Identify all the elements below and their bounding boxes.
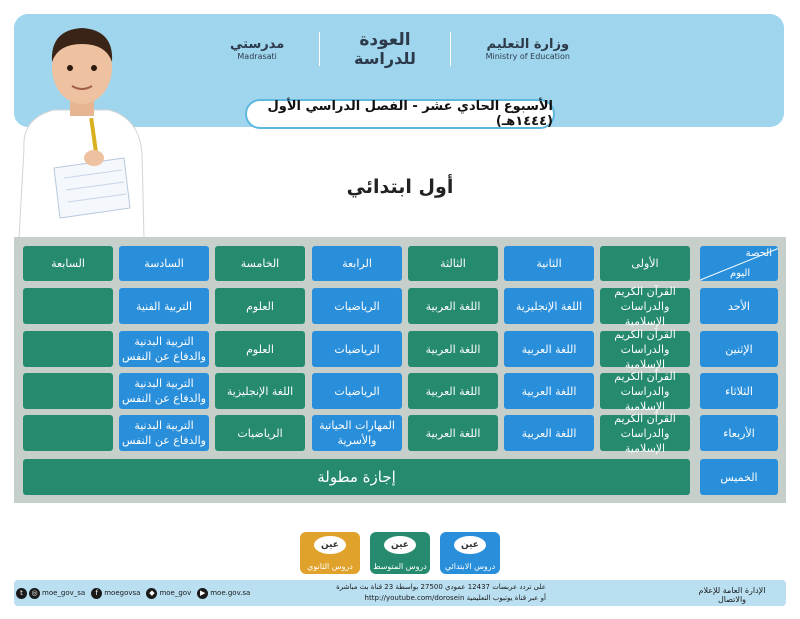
lesson-cell[interactable]: اللغة العربية [408, 331, 498, 367]
lesson-cell[interactable]: اللغة العربية [504, 331, 594, 367]
lesson-cell[interactable] [23, 331, 113, 367]
period-header: الثالثة [408, 246, 498, 281]
snapchat-handle: moe_gov [159, 589, 192, 597]
ein-channel-badges [300, 532, 500, 574]
madrasati-logo [230, 37, 284, 61]
twitter-link[interactable] [16, 588, 85, 599]
lesson-cell[interactable]: التربية البدنية والدفاع عن النفس [119, 373, 209, 409]
lesson-cell[interactable]: العلوم [215, 288, 305, 324]
youtube-icon: ▶ [197, 588, 208, 599]
snapchat-icon: ◆ [146, 588, 157, 599]
lesson-cell[interactable]: اللغة العربية [504, 373, 594, 409]
broadcast-info-line2: أو عبر قناة يوتيوب التعليمية http://youtube.com/dorosein [364, 594, 546, 602]
twitter-handle: moe_gov_sa [42, 589, 86, 597]
lesson-cell[interactable]: اللغة العربية [408, 373, 498, 409]
lesson-cell[interactable]: العلوم [215, 331, 305, 367]
lesson-cell[interactable]: القرآن الكريم والدراسات الإسلامية [600, 288, 690, 324]
ein-logo-icon: عين [384, 536, 416, 554]
lesson-cell[interactable]: اللغة العربية [408, 415, 498, 451]
twitter-icon: t [16, 588, 27, 599]
lesson-cell[interactable] [23, 288, 113, 324]
lesson-cell[interactable]: الرياضيات [312, 288, 402, 324]
day-label: الأربعاء [700, 415, 778, 451]
back-to-school-logo [354, 31, 416, 68]
broadcast-info-line1: على تردد عربسات 12437 عمودي 27500 بواسطة 23 قناة بث مباشرة [336, 583, 546, 591]
lesson-cell[interactable]: الرياضيات [215, 415, 305, 451]
ministry-logo-main: وزارة التعليم [486, 37, 570, 52]
lesson-cell[interactable]: التربية البدنية والدفاع عن النفس [119, 415, 209, 451]
lesson-cell[interactable] [23, 415, 113, 451]
back-to-school-logo-sub: للدراسة [353, 48, 416, 68]
lesson-cell[interactable]: التربية البدنية والدفاع عن النفس [119, 331, 209, 367]
period-header: السابعة [23, 246, 113, 281]
day-label: الإثنين [700, 331, 778, 367]
broadcast-info [296, 582, 546, 604]
lesson-cell[interactable]: القرآن الكريم والدراسات الإسلامية [600, 373, 690, 409]
day-label: الثلاثاء [700, 373, 778, 409]
student-illustration [14, 18, 149, 238]
facebook-link[interactable] [91, 588, 140, 599]
lesson-cell[interactable]: القرآن الكريم والدراسات الإسلامية [600, 415, 690, 451]
lesson-cell[interactable]: المهارات الحياتية والأسرية [312, 415, 402, 451]
logo-divider [319, 32, 320, 66]
lesson-cell[interactable]: اللغة الإنجليزية [504, 288, 594, 324]
ein-logo-icon: عين [314, 536, 346, 554]
badge-label: دروس الابتدائي [444, 562, 496, 571]
facebook-icon: f [91, 588, 102, 599]
day-label: الأحد [700, 288, 778, 324]
social-links [16, 584, 250, 602]
youtube-link[interactable] [197, 588, 250, 599]
week-title: الأسبوع الحادي عشر - الفصل الدراسي الأول (١٤٤٤هـ) [245, 99, 555, 129]
ein-secondary-badge[interactable] [300, 532, 360, 574]
day-label: الخميس [700, 459, 778, 495]
lesson-cell[interactable]: الرياضيات [312, 373, 402, 409]
logo-divider [450, 32, 451, 66]
snapchat-link[interactable] [146, 588, 191, 599]
corner-day-label: اليوم [730, 268, 751, 279]
period-header: الأولى [600, 246, 690, 281]
ein-primary-badge[interactable] [440, 532, 500, 574]
ein-logo-icon: عين [454, 536, 486, 554]
lesson-cell[interactable]: اللغة العربية [504, 415, 594, 451]
madrasati-logo-sub: Madrasati [237, 52, 277, 61]
badge-label: دروس الثانوي [307, 562, 353, 571]
madrasati-logo-main: مدرستي [230, 37, 285, 52]
lesson-cell[interactable] [23, 373, 113, 409]
period-header: الرابعة [312, 246, 402, 281]
lesson-cell[interactable]: التربية الفنية [119, 288, 209, 324]
lesson-cell[interactable]: القرآن الكريم والدراسات الإسلامية [600, 331, 690, 367]
grade-title: أول ابتدائي [346, 176, 454, 198]
table-corner-header [700, 246, 778, 281]
lesson-cell[interactable]: الرياضيات [312, 331, 402, 367]
badge-label: دروس المتوسط [373, 562, 427, 571]
instagram-icon: ◎ [29, 588, 40, 599]
period-header: الثانية [504, 246, 594, 281]
period-header: الخامسة [215, 246, 305, 281]
holiday-banner: إجازة مطولة [23, 459, 690, 495]
period-header: السادسة [119, 246, 209, 281]
ministry-logo [486, 37, 570, 61]
back-to-school-logo-main: العودة [359, 29, 411, 50]
youtube-handle: moe.gov.sa [210, 589, 251, 597]
lesson-cell[interactable]: اللغة الإنجليزية [215, 373, 305, 409]
ein-intermediate-badge[interactable] [370, 532, 430, 574]
media-department-signature: الإدارة العامة للإعلام والاتصال [698, 586, 766, 604]
corner-period-label: الحصة [745, 248, 772, 259]
ministry-logo-sub: Ministry of Education [485, 52, 570, 61]
facebook-handle: moegovsa [104, 589, 141, 597]
lesson-cell[interactable]: اللغة العربية [408, 288, 498, 324]
